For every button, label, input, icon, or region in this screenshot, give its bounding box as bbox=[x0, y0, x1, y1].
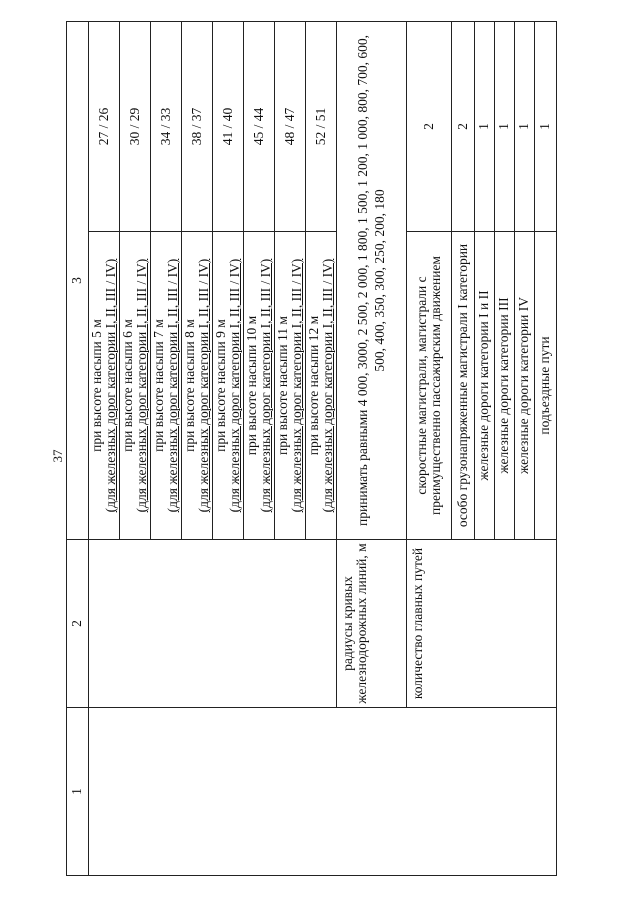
header-col-3: 3 bbox=[67, 22, 89, 540]
condition-line: при высоте насыпи 8 м bbox=[181, 319, 197, 452]
condition-category: (для железных дорог категории I, II, III / IV) bbox=[103, 258, 118, 513]
track-count-cell: 1 bbox=[515, 22, 535, 232]
condition-line: при высоте насыпи 10 м bbox=[243, 315, 259, 456]
condition-cell bbox=[182, 232, 213, 540]
condition-category: (для железных дорог категории I, II, III / IV) bbox=[196, 258, 211, 513]
rotated-table-container bbox=[66, 22, 556, 876]
track-type-cell: особо грузонапряженные магистрали I категории bbox=[452, 232, 475, 540]
condition-category: (для железных дорог категории I, II, III / IV) bbox=[258, 258, 273, 513]
value-cell: 52 / 51 bbox=[306, 22, 337, 232]
track-type-cell: железные дороги категории I и II bbox=[475, 232, 495, 540]
condition-cell bbox=[213, 232, 244, 540]
condition-line: при высоте насыпи 9 м bbox=[212, 319, 228, 452]
condition-line: при высоте насыпи 7 м bbox=[150, 319, 166, 452]
track-count-cell: 1 bbox=[475, 22, 495, 232]
header-col-1: 1 bbox=[67, 708, 89, 876]
condition-category: (для железных дорог категории I, II, III / IV) bbox=[134, 258, 149, 513]
page-number: 37 bbox=[50, 449, 65, 463]
condition-cell bbox=[275, 232, 306, 540]
condition-cell bbox=[89, 232, 120, 540]
condition-line: при высоте насыпи 6 м bbox=[119, 319, 135, 452]
condition-line: при высоте насыпи 5 м bbox=[88, 319, 104, 452]
header-row bbox=[67, 22, 89, 876]
column-1-cell bbox=[89, 708, 557, 876]
condition-category: (для железных дорог категории I, II, III / IV) bbox=[227, 258, 242, 513]
spec-table bbox=[66, 21, 557, 876]
radius-param-cell: радиусы кривых железнодорожных линий, м bbox=[337, 540, 407, 708]
condition-category: (для железных дорог категории I, II, III / IV) bbox=[289, 258, 304, 513]
value-cell: 27 / 26 bbox=[89, 22, 120, 232]
condition-category: (для железных дорог категории I, II, III / IV) bbox=[165, 258, 180, 513]
condition-cell bbox=[120, 232, 151, 540]
header-col-2: 2 bbox=[67, 540, 89, 708]
condition-cell bbox=[306, 232, 337, 540]
condition-cell bbox=[244, 232, 275, 540]
value-cell: 41 / 40 bbox=[213, 22, 244, 232]
value-cell: 45 / 44 bbox=[244, 22, 275, 232]
value-cell: 34 / 33 bbox=[151, 22, 182, 232]
condition-line: при высоте насыпи 11 м bbox=[274, 316, 290, 455]
value-cell: 30 / 29 bbox=[120, 22, 151, 232]
table-row bbox=[89, 22, 120, 876]
track-type-cell: железные дороги категории IV bbox=[515, 232, 535, 540]
track-type-cell: скоростные магистрали, магистрали с преимущественно пассажирским движением bbox=[407, 232, 452, 540]
track-count-cell: 2 bbox=[452, 22, 475, 232]
condition-line: при высоте насыпи 12 м bbox=[305, 315, 321, 456]
track-type-cell: железные дороги категории III bbox=[495, 232, 515, 540]
condition-cell bbox=[151, 232, 182, 540]
track-count-cell: 2 bbox=[407, 22, 452, 232]
track-count-cell: 1 bbox=[495, 22, 515, 232]
track-type-cell: подъездные пути bbox=[535, 232, 557, 540]
radius-values-cell: принимать равными 4 000, 3000, 2 500, 2 000, 1 800, 1 500, 1 200, 1 000, 800, 700, 600, 500, 400, 350, 300, 250, 200, 180 bbox=[337, 22, 407, 540]
condition-category: (для железных дорог категории I, II, III / IV) bbox=[320, 258, 335, 513]
value-cell: 38 / 37 bbox=[182, 22, 213, 232]
track-count-cell: 1 bbox=[535, 22, 557, 232]
value-cell: 48 / 47 bbox=[275, 22, 306, 232]
main-tracks-param-cell: количество главных путей bbox=[407, 540, 557, 708]
empty-param-cell bbox=[89, 540, 337, 708]
